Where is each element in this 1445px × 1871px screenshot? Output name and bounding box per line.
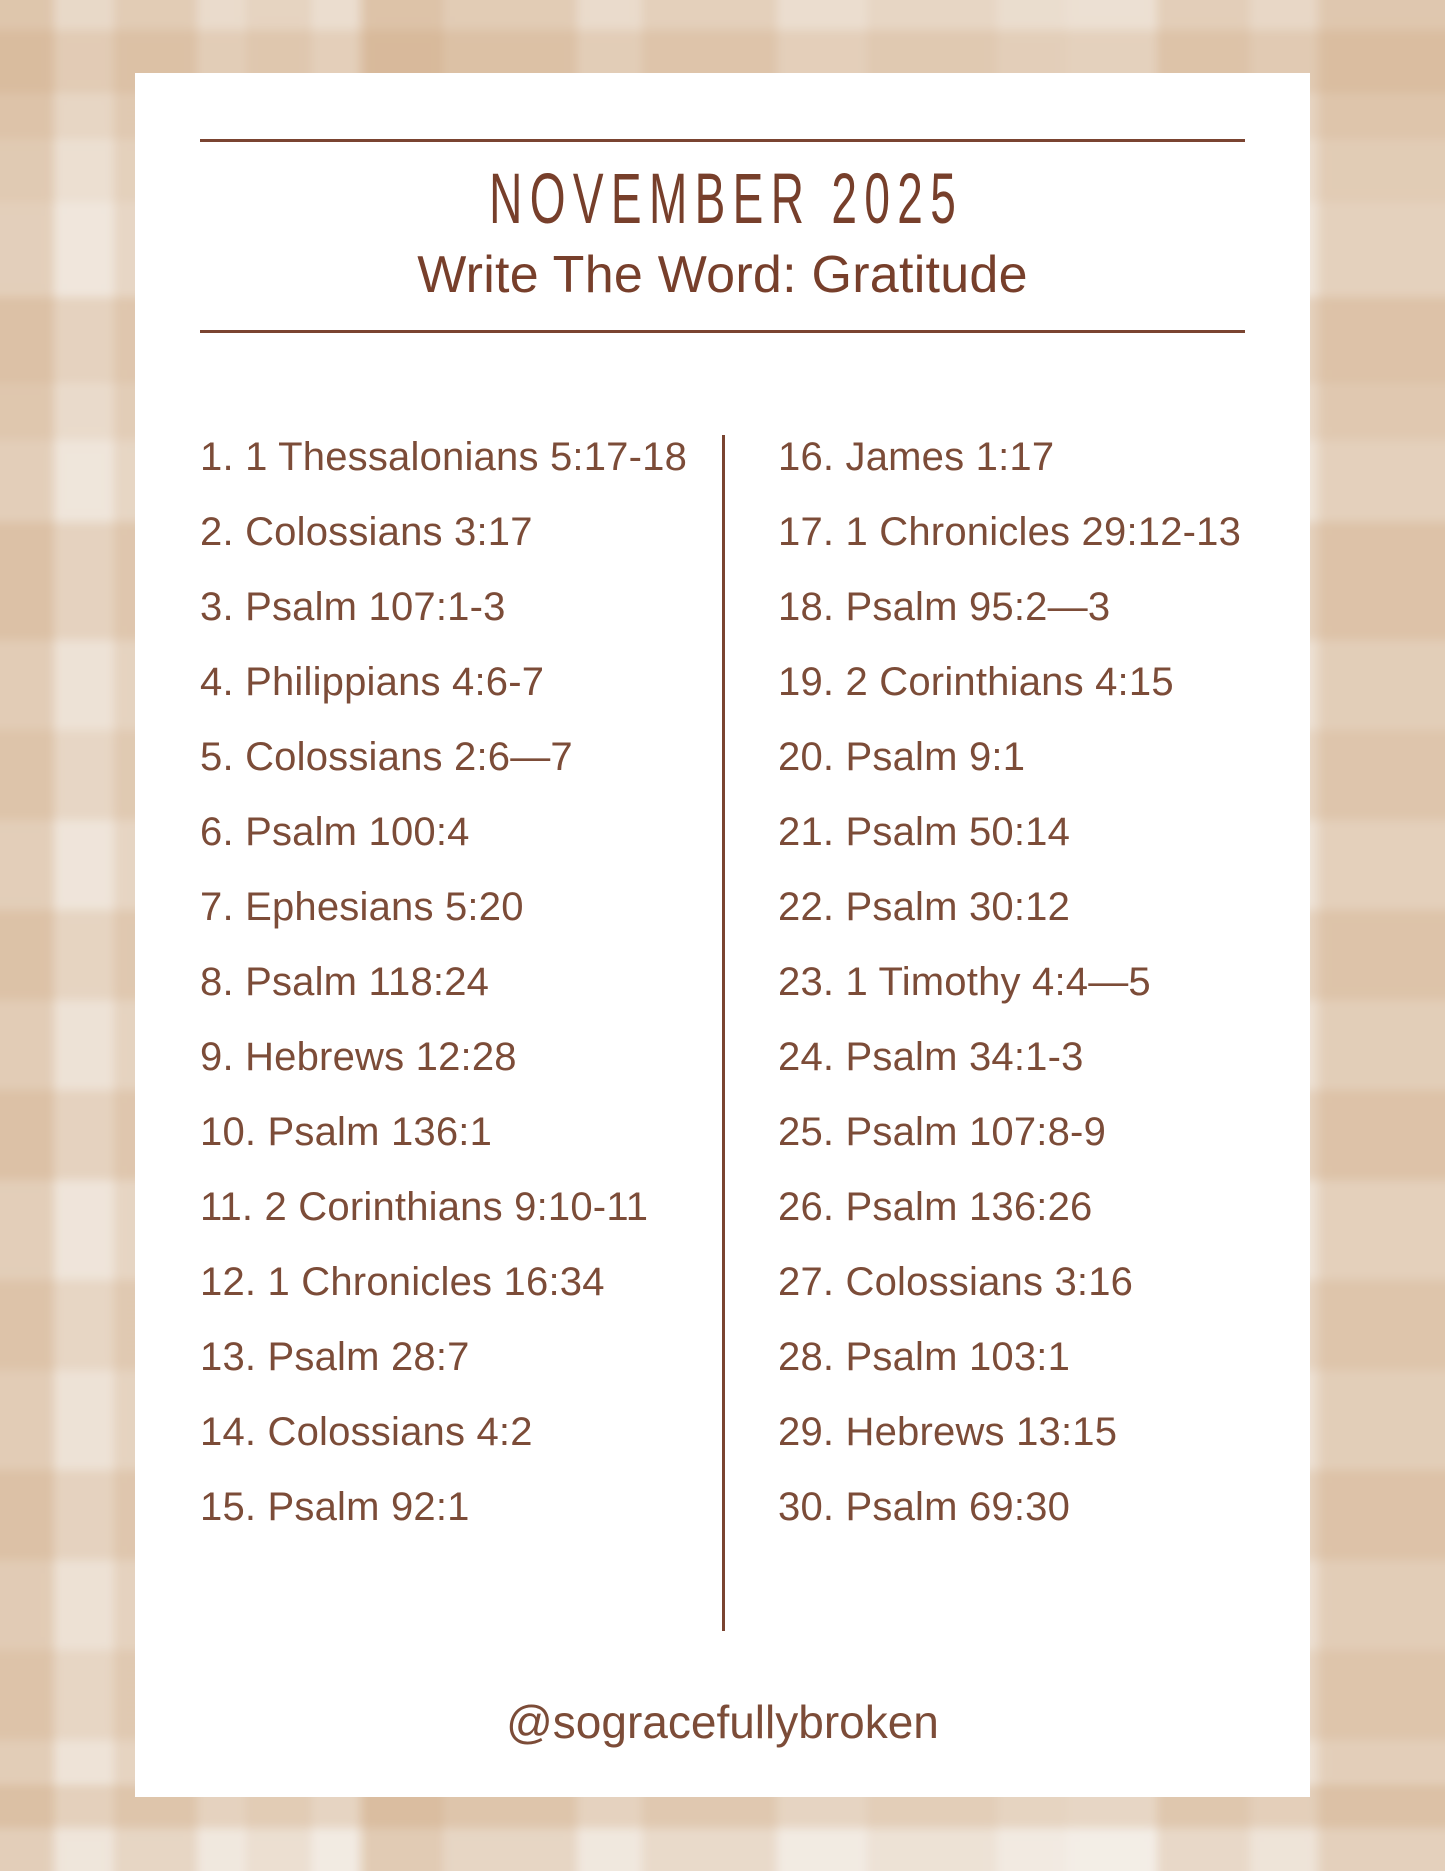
plan-item: 24. Psalm 34:1-3	[778, 1035, 1084, 1079]
plan-item: 15. Psalm 92:1	[200, 1485, 470, 1529]
plan-item: 14. Colossians 4:2	[200, 1410, 533, 1454]
scripture-column-left	[200, 420, 710, 1545]
month-title: NOVEMBER 2025	[489, 157, 964, 239]
plan-item: 20. Psalm 9:1	[778, 735, 1026, 779]
instagram-handle: @sogracefullybroken	[506, 1696, 939, 1748]
plan-item: 3. Psalm 107:1-3	[200, 585, 506, 629]
plan-item: 6. Psalm 100:4	[200, 810, 470, 854]
plan-item: 8. Psalm 118:24	[200, 960, 490, 1004]
column-divider-line	[722, 435, 725, 1631]
plan-item: 18. Psalm 95:2—3	[778, 585, 1111, 629]
plan-item: 17. 1 Chronicles 29:12-13	[778, 510, 1242, 554]
plan-item: 13. Psalm 28:7	[200, 1335, 470, 1379]
plan-item: 28. Psalm 103:1	[778, 1335, 1071, 1379]
plan-item: 30. Psalm 69:30	[778, 1485, 1071, 1529]
reading-plan-card	[135, 73, 1310, 1797]
plan-item: 4. Philippians 4:6-7	[200, 660, 545, 704]
plan-item: 5. Colossians 2:6—7	[200, 735, 573, 779]
plan-item: 22. Psalm 30:12	[778, 885, 1071, 929]
scripture-column-right	[778, 420, 1278, 1545]
plan-item: 11. 2 Corinthians 9:10-11	[200, 1185, 649, 1229]
plan-item: 19. 2 Corinthians 4:15	[778, 660, 1174, 704]
plan-item: 7. Ephesians 5:20	[200, 885, 524, 929]
plan-item: 9. Hebrews 12:28	[200, 1035, 517, 1079]
plan-item: 26. Psalm 136:26	[778, 1185, 1093, 1229]
plan-item: 27. Colossians 3:16	[778, 1260, 1134, 1304]
plan-item: 12. 1 Chronicles 16:34	[200, 1260, 605, 1304]
plan-item: 23. 1 Timothy 4:4—5	[778, 960, 1151, 1004]
plan-item: 10. Psalm 136:1	[200, 1110, 493, 1154]
plan-item: 21. Psalm 50:14	[778, 810, 1071, 854]
plan-item: 1. 1 Thessalonians 5:17-18	[200, 435, 688, 479]
plan-item: 16. James 1:17	[778, 435, 1055, 479]
plan-item: 29. Hebrews 13:15	[778, 1410, 1118, 1454]
plan-item: 25. Psalm 107:8-9	[778, 1110, 1107, 1154]
header-bottom-rule	[200, 330, 1245, 333]
plan-item: 2. Colossians 3:17	[200, 510, 533, 554]
plan-subtitle: Write The Word: Gratitude	[417, 246, 1028, 304]
